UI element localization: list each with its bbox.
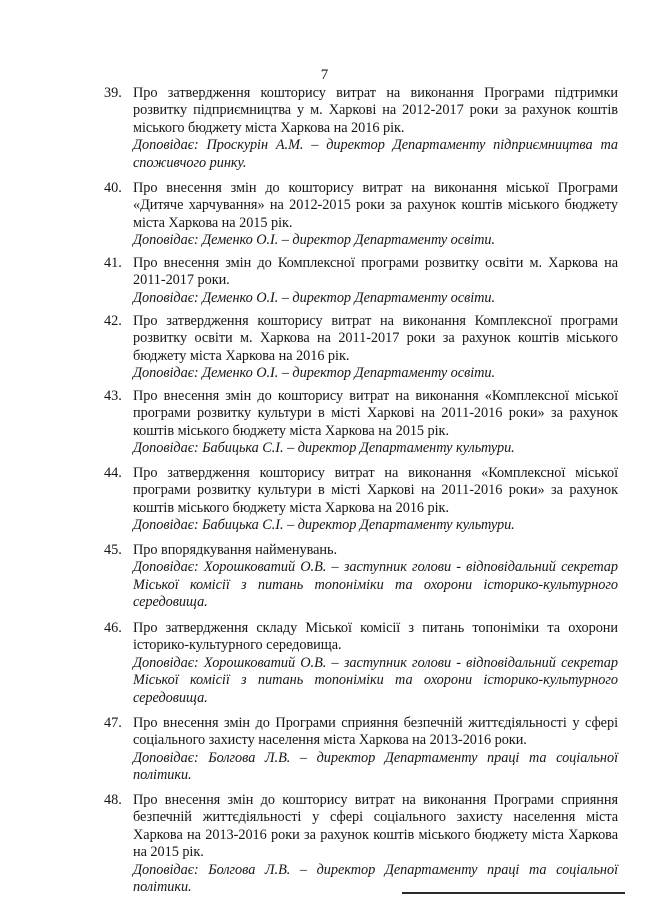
item-speaker: Доповідає: Бабицька С.І. – директор Департаменту культури. (133, 517, 515, 534)
agenda-item (104, 85, 618, 172)
item-speaker: Доповідає: Болгова Л.В. – директор Департаменту праці та соціальної політики. (133, 749, 618, 784)
agenda-item (104, 180, 618, 250)
item-number: 43. (104, 388, 122, 404)
agenda-item (104, 465, 618, 535)
item-speaker: Доповідає: Хорошковатий О.В. – заступник голови - відповідальний секретар Міської комісії з питань топоніміки та охорони історико-культурного середовища. (133, 559, 618, 611)
item-speaker: Доповідає: Проскурін А.М. – директор Департаменту підприємництва та споживчого ринку. (133, 137, 618, 171)
item-title: Про внесення змін до Комплексної програми розвитку освіти м. Харкова на 2011-2017 роки. (133, 255, 618, 289)
item-number: 41. (104, 255, 122, 271)
item-title: Про внесення змін до кошторису витрат на виконання Програми сприяння безпечній життєдіяльності у сфері соціального захисту населення міста Харкова на 2013-2016 роки за рахунок коштів міського бюджету міста Харкова на 2015 рік. (133, 792, 618, 861)
item-speaker: Доповідає: Деменко О.І. – директор Департаменту освіти. (133, 289, 496, 306)
item-number: 47. (104, 715, 122, 731)
item-number: 42. (104, 313, 122, 329)
item-number: 46. (104, 620, 122, 636)
item-title: Про внесення змін до Програми сприяння безпечній життєдіяльності у сфері соціального захисту населення міста Харкова на 2013-2016 роки. (133, 715, 618, 749)
agenda-item (104, 255, 618, 307)
item-title: Про внесення змін до кошторису витрат на виконання «Комплексної міської програми розвитку культури в місті Харкові на 2011-2016 роки» за рахунок коштів міського бюджету міста Харкова на 2015 рік. (133, 388, 618, 439)
item-title: Про затвердження складу Міської комісії з питань топоніміки та охорони історико-культурного середовища. (133, 620, 618, 654)
item-title: Про впорядкування найменувань. (133, 542, 337, 558)
item-number: 44. (104, 465, 122, 481)
item-number: 40. (104, 180, 122, 196)
agenda-item (104, 388, 618, 458)
item-title: Про затвердження кошторису витрат на виконання «Комплексної міської програми розвитку культури в місті Харкові на 2011-2016 роки» за рахунок коштів міського бюджету міста Харкова на 2016 рік. (133, 465, 618, 516)
item-speaker: Доповідає: Деменко О.І. – директор Департаменту освіти. (133, 232, 496, 249)
item-speaker: Доповідає: Бабицька С.І. – директор Департаменту культури. (133, 440, 515, 457)
item-title: Про затвердження кошторису витрат на виконання Програми підтримки розвитку підприємництва у м. Харкові на 2012-2017 роки за рахунок коштів міського бюджету міста Харкова на 2016 рік. (133, 85, 618, 136)
agenda-item (104, 792, 618, 896)
item-number: 39. (104, 85, 122, 101)
item-speaker: Доповідає: Хорошковатий О.В. – заступник голови - відповідальний секретар Міської комісії з питань топоніміки та охорони історико-культурного середовища. (133, 654, 618, 706)
item-speaker: Доповідає: Болгова Л.В. – директор Департаменту праці та соціальної політики. (133, 861, 618, 896)
item-number: 48. (104, 792, 122, 808)
agenda-item (104, 715, 618, 785)
item-title: Про затвердження кошторису витрат на виконання Комплексної програми розвитку освіти м. Харкова на 2011-2017 роки за рахунок коштів міського бюджету міста Харкова на 2016 рік. (133, 313, 618, 364)
item-number: 45. (104, 542, 122, 558)
page-number: 7 (320, 67, 329, 83)
agenda-item (104, 542, 618, 612)
item-speaker: Доповідає: Деменко О.І. – директор Департаменту освіти. (133, 365, 496, 382)
agenda-item (104, 313, 618, 383)
footer-rule (402, 892, 625, 894)
item-title: Про внесення змін до кошторису витрат на виконання міської Програми «Дитяче харчування» на 2012-2015 роки за рахунок коштів міського бюджету міста Харкова на 2015 рік. (133, 180, 618, 231)
agenda-item (104, 620, 618, 707)
